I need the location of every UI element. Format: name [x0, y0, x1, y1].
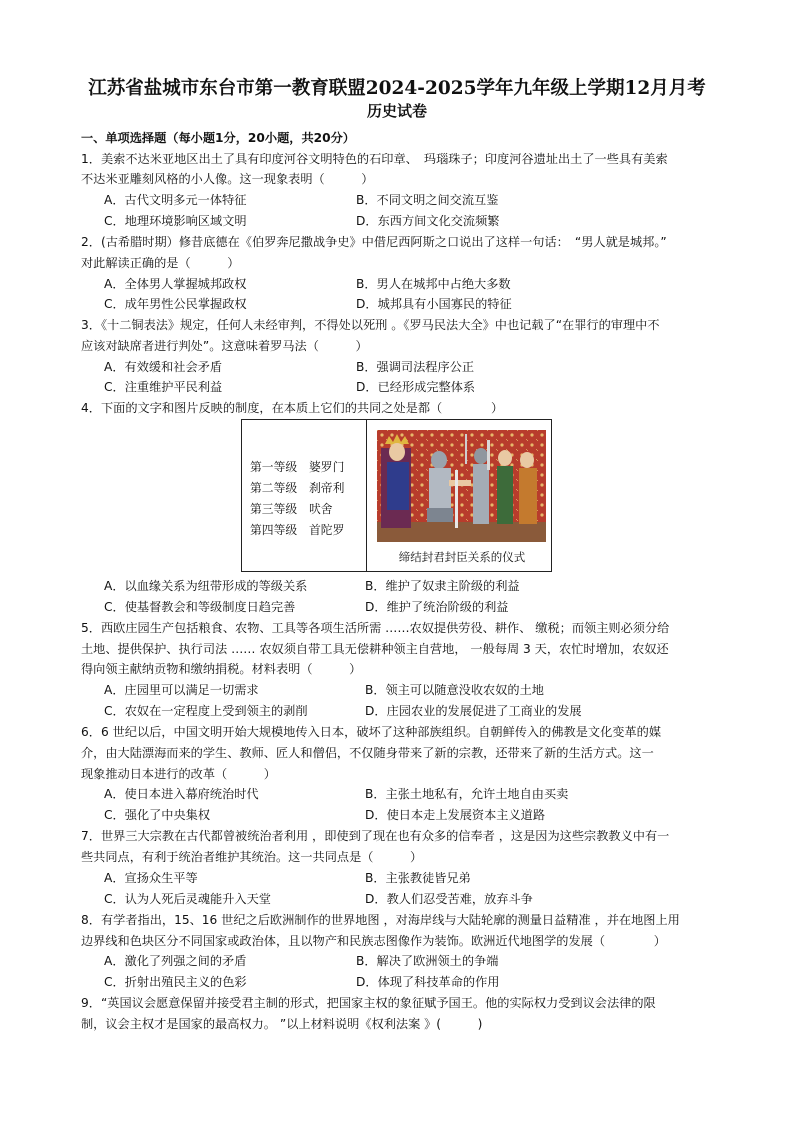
question-6-option-d: D．使日本走上发展资本主义道路 [365, 808, 546, 822]
question-4-figure [241, 419, 552, 572]
question-2-option-b: B．男人在城邦中占绝大多数 [356, 277, 511, 291]
question-6-option-c: C．强化了中央集权 [104, 808, 211, 822]
question-7-stem-line-1: 7．世界三大宗教在古代都曾被统治者利用 ，即使到了现在也有众多的信奉者 ，这是因为这些宗教教义中有一 [81, 829, 670, 843]
question-3-option-d: D．已经形成完整体系 [356, 380, 476, 394]
question-3-option-a: A．有效缓和社会矛盾 [104, 360, 223, 374]
question-3-stem-line-1: 3．《十二铜表法》规定，任何人未经审判，不得处以死刑 。《罗马民法大全》中也记载了“在罪行的审理中不 [81, 318, 660, 332]
question-4-option-a: A．以血缘关系为纽带形成的等级关系 [104, 579, 308, 593]
figure-caption: 缔结封君封臣关系的仪式 [398, 550, 526, 564]
question-8-stem-line-2: 边界线和色块区分不同国家或政治体，且以物产和民族志图像作为装饰。欧洲近代地图学的发展（ ） [81, 934, 666, 948]
question-3-option-c: C．注重维护平民利益 [104, 380, 223, 394]
feudal-ceremony-painting [377, 430, 546, 542]
exam-subtitle: 历史试卷 [366, 102, 427, 120]
question-6-stem-line-3: 现象推动日本进行的改革（ ） [81, 767, 276, 781]
caste-level-1: 第一等级 婆罗门 [250, 460, 345, 474]
question-2-stem-line-1: 2．(古希腊时期）修昔底德在《伯罗奔尼撒战争史》中借尼西阿斯之口说出了这样一句话： “男人就是城邦。” [81, 235, 667, 249]
question-7-stem-line-2: 些共同点，有利于统治者维护其统治。这一共同点是（ ） [81, 850, 423, 864]
question-1-option-b: B．不同文明之间交流互鉴 [356, 193, 499, 207]
caste-level-3: 第三等级 吠舍 [250, 502, 333, 516]
question-5-stem-line-3: 得向领主献纳贡物和缴纳捐税。材料表明（ ） [81, 662, 362, 676]
question-3-option-b: B．强调司法程序公正 [356, 360, 475, 374]
question-6-option-a: A．使日本进入幕府统治时代 [104, 787, 259, 801]
question-8-option-d: D．体现了科技革命的作用 [356, 975, 500, 989]
question-6-stem-line-1: 6．6 世纪以后，中国文明开始大规模地传入日本，破坏了这种部族组织。自朝鲜传入的佛教是文化变革的媒 [81, 725, 662, 739]
question-1-option-c: C．地理环境影响区域文明 [104, 214, 247, 228]
question-7-option-c: C．认为人死后灵魂能升入天堂 [104, 892, 271, 906]
question-4-option-c: C．使基督教会和等级制度日趋完善 [104, 600, 296, 614]
question-9-stem-line-1: 9．“英国议会愿意保留并接受君主制的形式，把国家主权的象征赋予国王。他的实际权力受到议会法律的限 [81, 996, 656, 1010]
question-3-stem-line-2: 应该对缺席者进行判处”。这意味着罗马法（ ） [81, 339, 368, 353]
question-2-option-d: D．城邦具有小国寡民的特征 [356, 297, 512, 311]
question-5-stem-line-1: 5．西欧庄园生产包括粮食、农物、工具等各项生活所需 ……农奴提供劳役、耕作、 缴税；而领主则必须分给 [81, 621, 670, 635]
question-1-option-a: A．古代文明多元一体特征 [104, 193, 247, 207]
question-1-stem-line-2: 不达米亚雕刻风格的小人像。这一现象表明（ ） [81, 172, 374, 186]
question-7-option-b: B．主张教徒皆兄弟 [365, 871, 471, 885]
question-1-option-d: D．东西方间文化交流频繁 [356, 214, 500, 228]
question-1-stem-line-1: 1．美索不达米亚地区出土了具有印度河谷文明特色的石印章、 玛瑙珠子；印度河谷遗址出土了一些具有美索 [81, 152, 668, 166]
question-2-stem-line-2: 对此解读正确的是（ ） [81, 256, 240, 270]
question-7-option-d: D．教人们忍受苦难，放弃斗争 [365, 892, 533, 906]
figure-divider [366, 420, 367, 571]
question-4-option-d: D．维护了统治阶级的利益 [365, 600, 509, 614]
question-8-stem-line-1: 8．有学者指出，15、16 世纪之后欧洲制作的世界地图 ，对海岸线与大陆轮廓的测量日益精准 ，并在地图上用 [81, 913, 680, 927]
question-5-option-b: B．领主可以随意没收农奴的土地 [365, 683, 544, 697]
section-heading: 一、单项选择题（每小题1分，20小题，共20分） [81, 131, 355, 145]
question-8-option-a: A．激化了列强之间的矛盾 [104, 954, 247, 968]
question-4-stem: 4．下面的文字和图片反映的制度，在本质上它们的共同之处是都（ ） [81, 401, 504, 415]
caste-level-4: 第四等级 首陀罗 [250, 523, 345, 537]
question-5-stem-line-2: 土地、提供保护、执行司法 …… 农奴须自带工具无偿耕种领主自营地， 一般每周 3 天，农忙时增加，农奴还 [81, 642, 669, 656]
question-4-option-b: B．维护了奴隶主阶级的利益 [365, 579, 520, 593]
question-8-option-c: C．折射出殖民主义的色彩 [104, 975, 247, 989]
question-8-option-b: B．解决了欧洲领土的争端 [356, 954, 499, 968]
question-6-option-b: B．主张土地私有，允许土地自由买卖 [365, 787, 569, 801]
exam-title: 江苏省盐城市东台市第一教育联盟2024-2025学年九年级上学期12月月考 [88, 78, 706, 99]
question-9-stem-line-2: 制，议会主权才是国家的最高权力。 ”以上材料说明《权利法案 》( ) [81, 1017, 483, 1031]
question-5-option-d: D．庄园农业的发展促进了工商业的发展 [365, 704, 582, 718]
question-5-option-a: A．庄园里可以满足一切需求 [104, 683, 259, 697]
caste-level-2: 第二等级 刹帝利 [250, 481, 345, 495]
question-5-option-c: C．农奴在一定程度上受到领主的剥削 [104, 704, 308, 718]
question-6-stem-line-2: 介，由大陆漂海而来的学生、教师、匠人和僧侣，不仅随身带来了新的宗教，还带来了新的生活方式。这一 [81, 746, 654, 760]
question-7-option-a: A．宣扬众生平等 [104, 871, 198, 885]
question-2-option-a: A．全体男人掌握城邦政权 [104, 277, 247, 291]
question-2-option-c: C．成年男性公民掌握政权 [104, 297, 247, 311]
